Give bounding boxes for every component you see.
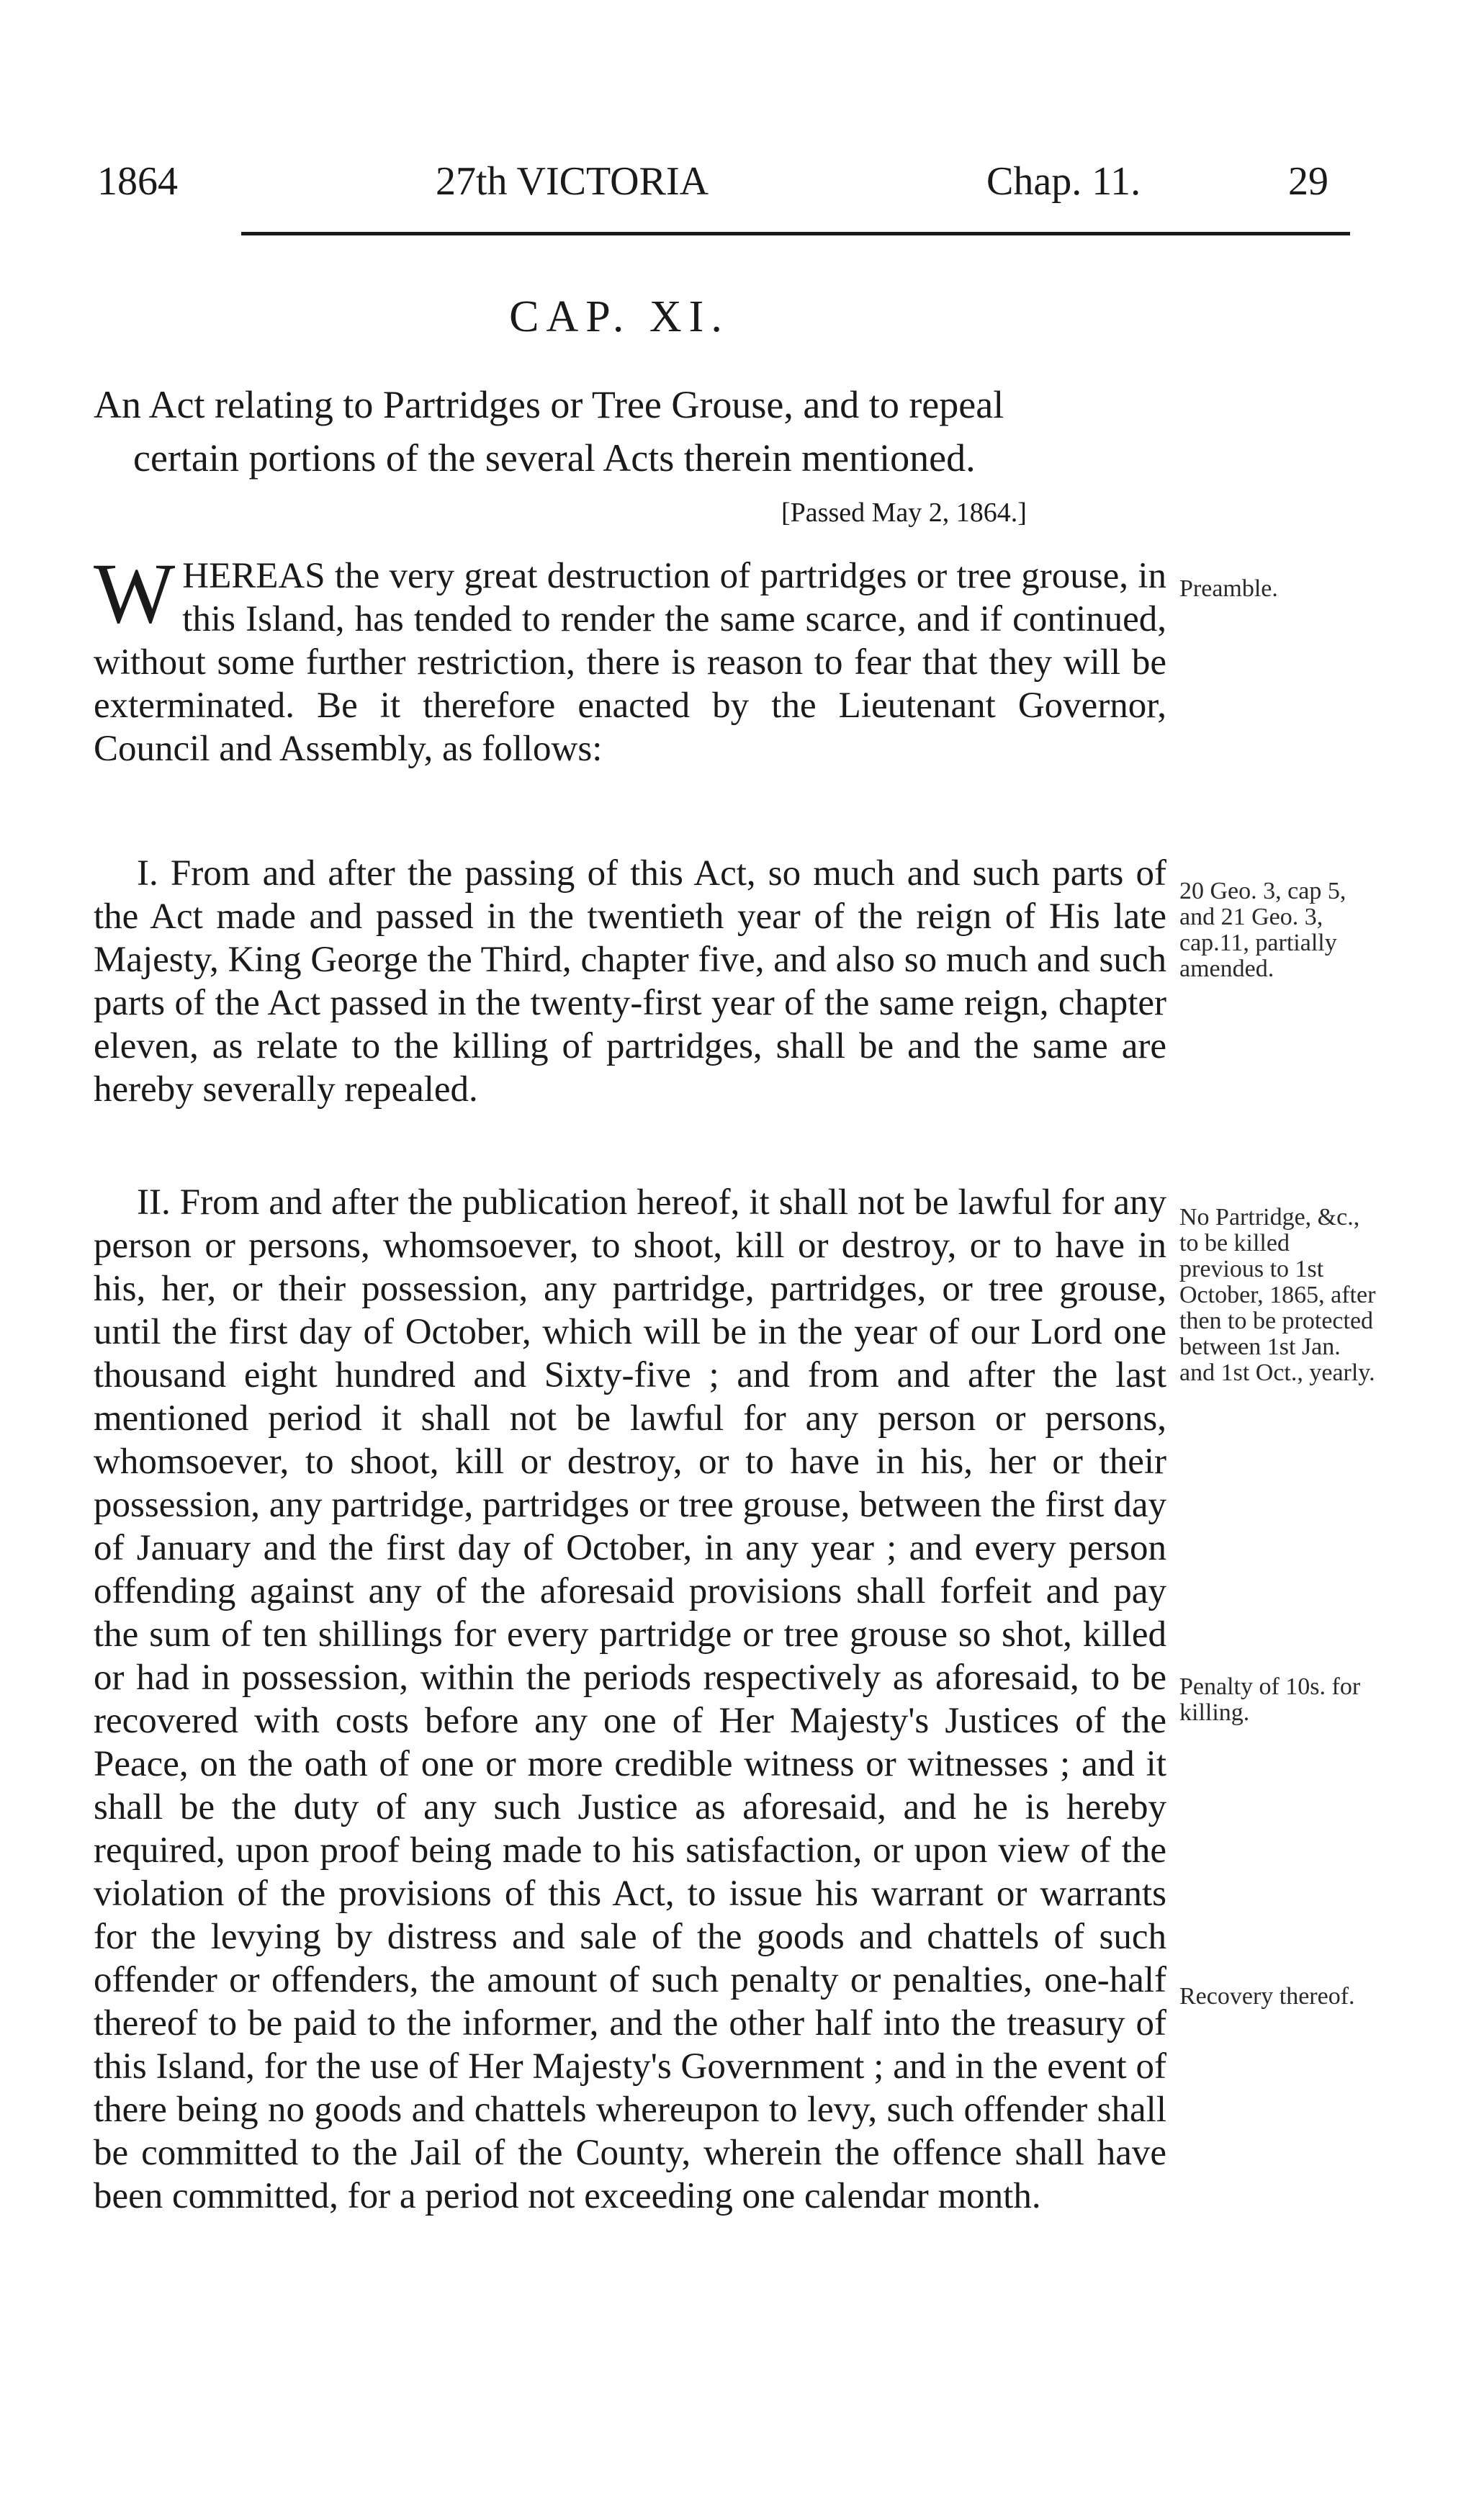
act-title-line-2: certain portions of the several Acts therein mentioned. [133, 436, 976, 480]
section-1-text: I. From and after the passing of this Act, so much and such parts of the Act made and passed in the twentieth year of the reign of His late Majesty, King George the Third, chapter five, and also so much and such parts of the Act passed in the twenty-first year of the same reign, chapter eleven, as relate to the killing of partridges, shall be and the same are hereby severally repealed. [94, 853, 1166, 1110]
margin-note-preamble: Preamble. [1179, 575, 1278, 602]
header-rule [241, 232, 1350, 235]
margin-note-recovery: Recovery thereof. [1179, 1983, 1355, 2010]
margin-note-penalty: Penalty of 10s. for killing. [1179, 1673, 1361, 1726]
running-header [97, 158, 1328, 209]
margin-note-section-2: No Partridge, &c., to be killed previous to 1st October, 1865, after then to be protected between 1st Jan. and 1st Oct., yearly. [1179, 1204, 1376, 1386]
section-2-paragraph [94, 1181, 1166, 2218]
page-number: 29 [1288, 159, 1328, 204]
header-year: 1864 [97, 159, 178, 204]
preamble-text: HEREAS the very great destruction of partridges or tree grouse, in this Island, has tended to render the same scarce, and if continued, without some further restriction, there is reason to fear that they will be exterminated. Be it therefore enacted by the Lieutenant Governor, Council and Assembly, as follows: [94, 556, 1166, 769]
header-reign: 27th VICTORIA [436, 159, 709, 204]
act-title-line-1: An Act relating to Partridges or Tree Grouse, and to repeal [94, 383, 1004, 426]
cap-heading: CAP. XI. [509, 292, 729, 341]
act-title [94, 378, 1166, 485]
passed-date: [Passed May 2, 1864.] [781, 498, 1027, 528]
section-2-text: II. From and after the publication hereof, it shall not be lawful for any person or persons, whomsoever, to shoot, kill or destroy, or to have in his, her, or their possession, any partridge, partridges, or tree grouse, until the first day of October, which will be in the year of our Lord one thousand eight hundred and Sixty-five ; and from and after the last mentioned period it shall not be lawful for any person or persons, whomsoever, to shoot, kill or destroy, or to have in his, her or their possession, any partridge, partridges or tree grouse, between the first day of January and the first day of October, in any year ; and every person offending against any of the aforesaid provisions shall forfeit and pay the sum of ten shillings for every partridge or tree grouse so shot, killed or had in possession, within the periods respectively as aforesaid, to be recovered with costs before any one of Her Majesty's Justices of the Peace, on the oath of one or more credible witness or witnesses ; and it shall be the duty of any such Justice as aforesaid, and he is hereby required, upon proof being made to his satisfaction, or upon view of the violation of the provisions of this Act, to issue his warrant or warrants for the levying by distress and sale of the goods and chattels of such offender or offenders, the amount of such penalty or penalties, one-half thereof to be paid to the informer, and the other half into the treasury of this Island, for the use of Her Majesty's Government ; and in the event of there being no goods and chattels whereupon to levy, such offender shall be committed to the Jail of the County, wherein the offence shall have been committed, for a period not exceeding one calendar month. [94, 1182, 1166, 2216]
preamble-paragraph [94, 545, 1166, 770]
header-chapter: Chap. 11. [986, 159, 1141, 204]
margin-note-section-1: 20 Geo. 3, cap 5, and 21 Geo. 3, cap.11, partially amended. [1179, 878, 1346, 982]
drop-cap: W [94, 545, 176, 641]
section-1-paragraph [94, 852, 1166, 1111]
